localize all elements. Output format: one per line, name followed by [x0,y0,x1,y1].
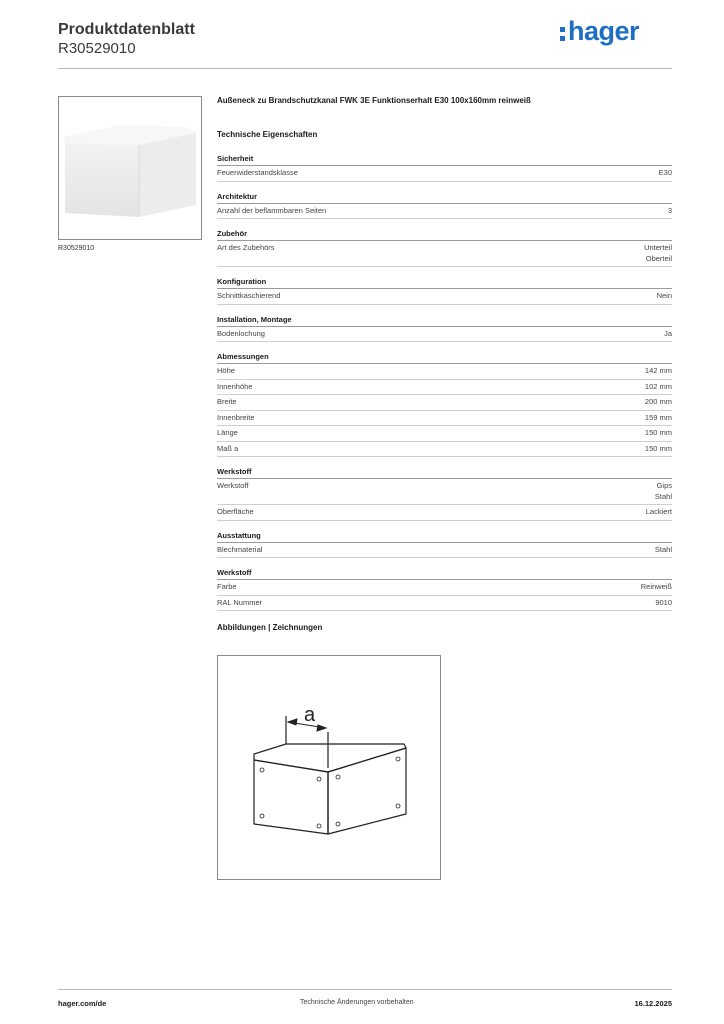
property-group [217,228,672,267]
property-group-title: Abmessungen [217,351,672,364]
property-label: Farbe [217,582,237,591]
property-group-title: Architektur [217,191,672,204]
property-group [217,530,672,559]
property-value [657,291,672,302]
property-value [645,366,672,377]
page-title: Produktdatenblatt [58,21,195,38]
property-value [644,243,672,264]
property-label: Werkstoff [217,481,249,490]
property-label: Anzahl der beflammbaren Seiten [217,205,327,215]
property-row [217,479,672,505]
property-value [655,598,672,609]
property-label: Oberfläche [217,507,254,516]
property-row [217,364,672,380]
property-value [668,206,672,217]
technical-drawing [217,655,441,880]
property-group-title: Werkstoff [217,466,672,479]
footer-date: 16.12.2025 [634,999,672,1008]
property-label: Länge [217,428,238,437]
property-label: Maß a [217,443,239,453]
property-row [217,505,672,521]
property-group-title: Zubehör [217,228,672,241]
property-group [217,153,672,182]
property-group [217,466,672,521]
property-value-line: 3 [667,205,672,215]
property-label: Innenbreite [217,412,255,422]
drawings-heading: Abbildungen | Zeichnungen [217,623,323,632]
property-value [645,428,672,439]
property-group [217,276,672,305]
property-row [217,327,672,343]
logo-dots-icon [560,27,565,41]
property-label: Blechmaterial [217,544,263,554]
property-value-line: 9010 [655,597,672,607]
properties-heading: Technische Eigenschaften [217,130,318,139]
property-label: Höhe [217,366,235,375]
property-group [217,567,672,611]
property-group-title: Ausstattung [217,530,672,543]
property-row [217,426,672,442]
property-label: Schnittkaschierend [217,291,281,300]
property-value [641,582,672,593]
logo-text: hager [568,15,640,46]
header-divider [58,68,672,69]
property-value-line: 102 mm [644,381,672,391]
footer-notice: Technische Änderungen vorbehalten [300,999,414,1006]
property-value [645,382,672,393]
property-value-line: Gips [656,481,672,490]
property-label: Feuerwiderstandsklasse [217,168,298,177]
property-value [659,168,672,179]
photo-caption: R30529010 [58,245,95,252]
property-row [217,289,672,305]
property-label: Breite [217,397,237,406]
property-row [217,395,672,411]
property-row [217,204,672,220]
property-value-line: 150 mm [644,428,672,437]
property-value-line: Nein [656,291,672,300]
property-value-line: Stahl [654,544,672,554]
property-value-line: Reinweiß [640,582,672,591]
property-row [217,241,672,267]
property-value [645,413,672,424]
property-value-line: Ja [664,328,672,338]
article-number: R30529010 [58,40,136,57]
property-value [664,329,672,340]
property-row [217,596,672,612]
property-value [645,397,672,408]
property-value-line: 200 mm [644,397,672,406]
property-value-line: E30 [658,168,672,177]
property-value-line: Unterteil [644,243,672,252]
property-row [217,442,672,458]
property-group-title: Sicherheit [217,153,672,166]
property-row [217,543,672,559]
property-group-title: Werkstoff [217,567,672,580]
property-value-line: Lackiert [645,507,672,516]
property-group-title: Konfiguration [217,276,672,289]
property-value [646,507,672,518]
properties-section [217,96,672,632]
property-row [217,411,672,427]
property-label: RAL Nummer [217,597,263,607]
property-group [217,351,672,457]
property-value-line: 159 mm [644,412,672,422]
property-value [655,481,672,502]
property-value [645,444,672,455]
footer-website-link[interactable]: hager.com/de [58,999,107,1008]
property-value-line: Oberteil [645,253,672,263]
property-groups [217,153,672,611]
property-row [217,166,672,182]
property-group [217,314,672,343]
footer-divider [58,989,672,990]
property-group [217,191,672,220]
property-label: Bodenlochung [217,328,265,338]
hager-logo[interactable] [560,14,639,48]
product-name: Außeneck zu Brandschutzkanal FWK 3E Funktionserhalt E30 100x160mm reinweiß [217,96,531,105]
property-value-line: 150 mm [644,443,672,453]
property-row [217,580,672,596]
property-group-title: Installation, Montage [217,314,672,327]
property-value-line: 142 mm [644,366,672,375]
property-label: Innenhöhe [217,381,253,391]
property-label: Art des Zubehörs [217,243,275,252]
property-value [655,545,672,556]
product-photo [58,96,202,240]
dimension-label: a [304,704,316,726]
property-row [217,380,672,396]
property-value-line: Stahl [654,491,672,501]
